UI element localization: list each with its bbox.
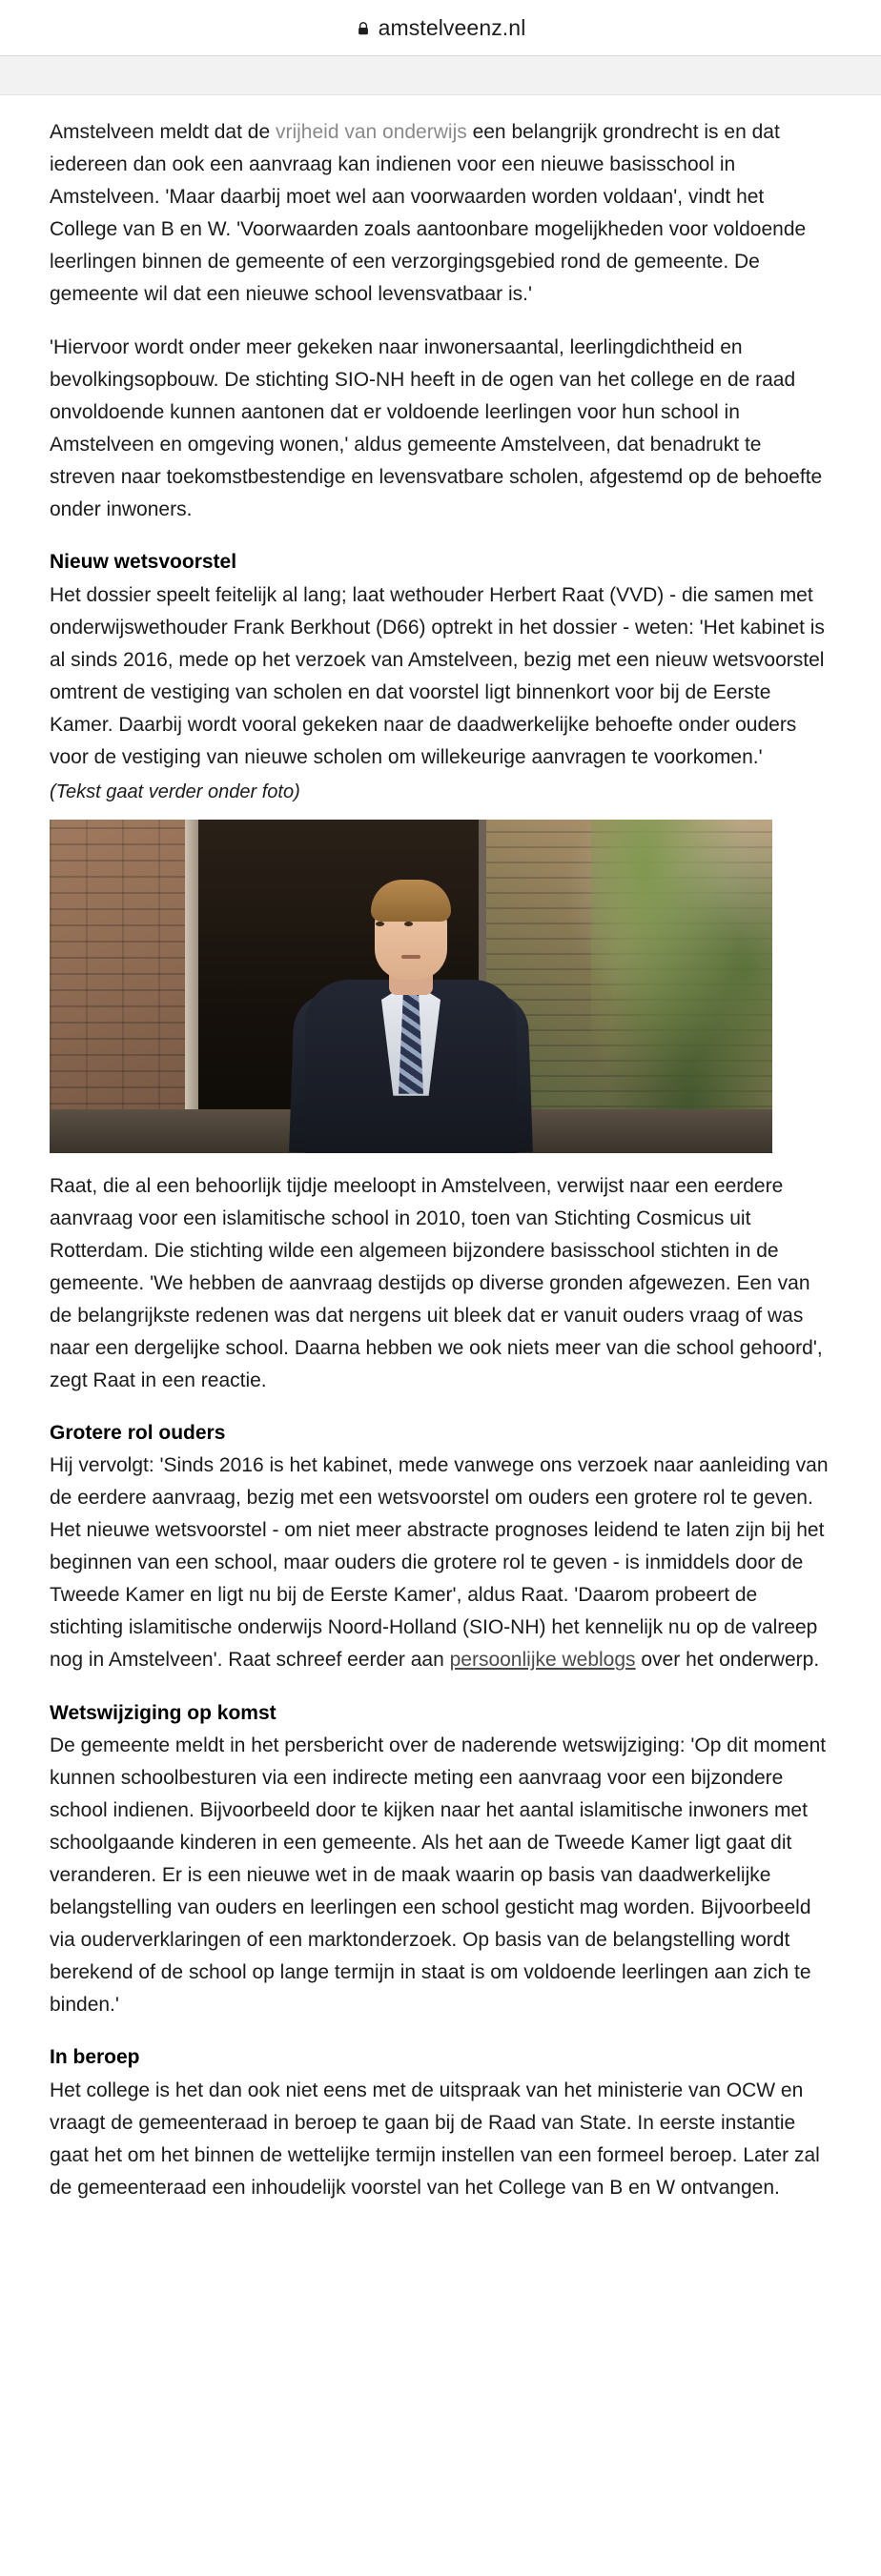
photo-person-mouth — [401, 955, 420, 959]
photo-caption: (Tekst gaat verder onder foto) — [50, 781, 300, 802]
article-photo-wrapper — [50, 820, 831, 1153]
paragraph-nieuw-wetsvoorstel: Het dossier speelt feitelijk al lang; laat wethouder Herbert Raat (VVD) - die samen met onderwijswethouder Frank Berkhout (D66) optrekt in het dossier - weten: 'Het kabinet is al sinds 2016, mede op het verzoek van Amstelveen, bezig met een nieuw wetsvoorstel omtrent de vestiging van scholen en dat voorstel ligt binnenkort voor bij de Eerste Kamer. Daarbij wordt vooral gekeken naar de daadwerkelijke behoefte onder ouders voor de vestiging van nieuwe scholen om willekeurige aanvragen te voorkomen.' — [50, 583, 825, 768]
link-vrijheid-van-onderwijs[interactable]: vrijheid van onderwijs — [275, 121, 467, 143]
lock-icon — [356, 21, 371, 36]
browser-toolbar-strip — [0, 56, 881, 95]
photo-person — [292, 898, 530, 1153]
paragraph-grotere-rol-post: over het onderwerp. — [635, 1649, 820, 1672]
paragraph-wetswijziging-op-komst: De gemeente meldt in het persbericht over de naderende wetswijziging: 'Op dit moment kunnen schoolbesturen via een indirecte meting een aanvraag voor een bijzondere school indienen. Bijvoorbeeld door te kijken naar het aantal islamitische inwoners met schoolgaande kinderen in een gemeente. Als het aan de Tweede Kamer ligt gaat dit veranderen. Er is een nieuwe wet in de maak waarin op basis van daadwerkelijke belangstelling van ouders en leerlingen een school gesticht mag worden. Bijvoorbeeld via ouderverklaringen of een marktonderzoek. Op basis van de belangstelling wordt berekend of de school op lange termijn in staat is om voldoende leerlingen aan zich te binden.' — [50, 1734, 827, 2017]
photo-person-eye-left — [376, 922, 384, 926]
subheading-in-beroep: In beroep — [50, 2046, 140, 2069]
subheading-nieuw-wetsvoorstel: Nieuw wetsvoorstel — [50, 551, 237, 574]
paragraph-intro-pre: Amstelveen meldt dat de — [50, 121, 276, 143]
photo-foliage — [591, 820, 772, 1153]
paragraph-after-photo: Raat, die al een behoorlijk tijdje meeloopt in Amstelveen, verwijst naar een eerdere aanvraag voor een islamitische school in 2010, toen van Stichting Cosmicus uit Rotterdam. Die stichting wilde een algemeen bijzondere basisschool stichten in de gemeente. 'We hebben de aanvraag destijds op diverse gronden afgewezen. Een van de belangrijkste redenen was dat nergens uit bleek dat er vanuit ouders vraag of was naar een dergelijke school. Daarna hebben we ook niets meer van die school gehoord', zegt Raat in een reactie. — [50, 1174, 823, 1391]
paragraph-two: 'Hiervoor wordt onder meer gekeken naar inwonersaantal, leerlingdichtheid en bevolkingsopbouw. De stichting SIO-NH heeft in de ogen van het college en de raad onvoldoende kunnen aantonen dat er voldoende leerlingen voor hun school in Amstelveen en omgeving wonen,' aldus gemeente Amstelveen, dat benadrukt te streven naar toekomstbestendige en levensvatbare scholen, afgestemd op de behoefte onder inwoners. — [50, 336, 823, 521]
subheading-wetswijziging-op-komst: Wetswijziging op komst — [50, 1701, 277, 1724]
subheading-grotere-rol-ouders: Grotere rol ouders — [50, 1421, 226, 1444]
paragraph-intro-post: een belangrijk grondrecht is en dat iedereen dan ook een aanvraag kan indienen voor een nieuwe basisschool in Amstelveen. 'Maar daarbij moet wel aan voorwaarden worden voldaan', vindt het College van B en W. 'Voorwaarden zoals aantoonbare mogelijkheden voor voldoende leerlingen binnen de gemeente of een verzorgingsgebied rond de gemeente. De gemeente wil dat een nieuwe school levensvatbaar is.' — [50, 121, 807, 306]
photo-person-eye-right — [404, 922, 413, 926]
photo-person-hair — [371, 880, 451, 922]
article-body — [0, 95, 881, 2254]
browser-address-bar[interactable] — [0, 0, 881, 55]
photo-door-frame — [185, 820, 198, 1153]
paragraph-grotere-rol-ouders — [50, 1450, 831, 1676]
url-text[interactable]: amstelveenz.nl — [378, 14, 526, 40]
paragraph-grotere-rol-pre: Hij vervolgt: 'Sinds 2016 is het kabinet, mede vanwege ons verzoek naar aanleiding van de eerdere aanvraag, bezig met een wetsvoorstel om ouders een grotere rol te geven. Het nieuwe wetsvoorstel - om niet meer abstracte prognoses leidend te laten zijn bij het beginnen van een school, maar ouders die grotere rol te geven - is inmiddels door de Tweede Kamer en ligt nu bij de Eerste Kamer', aldus Raat. 'Daarom probeert de stichting islamitische onderwijs Noord-Holland (SIO-NH) het kennelijk nu op de valreep nog in Amstelveen'. Raat schreef eerder aan — [50, 1454, 829, 1672]
paragraph-intro — [50, 116, 831, 311]
paragraph-in-beroep: Het college is het dan ook niet eens met de uitspraak van het ministerie van OCW en vraagt de gemeenteraad in beroep te gaan bij de Raad van State. In eerste instantie gaat het om het binnen de wettelijke termijn instellen van een formeel beroep. Later zal de gemeenteraad een inhoudelijk voorstel van het College van B en W ontvangen. — [50, 2079, 820, 2199]
article-photo — [50, 820, 772, 1153]
link-persoonlijke-weblogs[interactable]: persoonlijke weblogs — [449, 1649, 636, 1672]
